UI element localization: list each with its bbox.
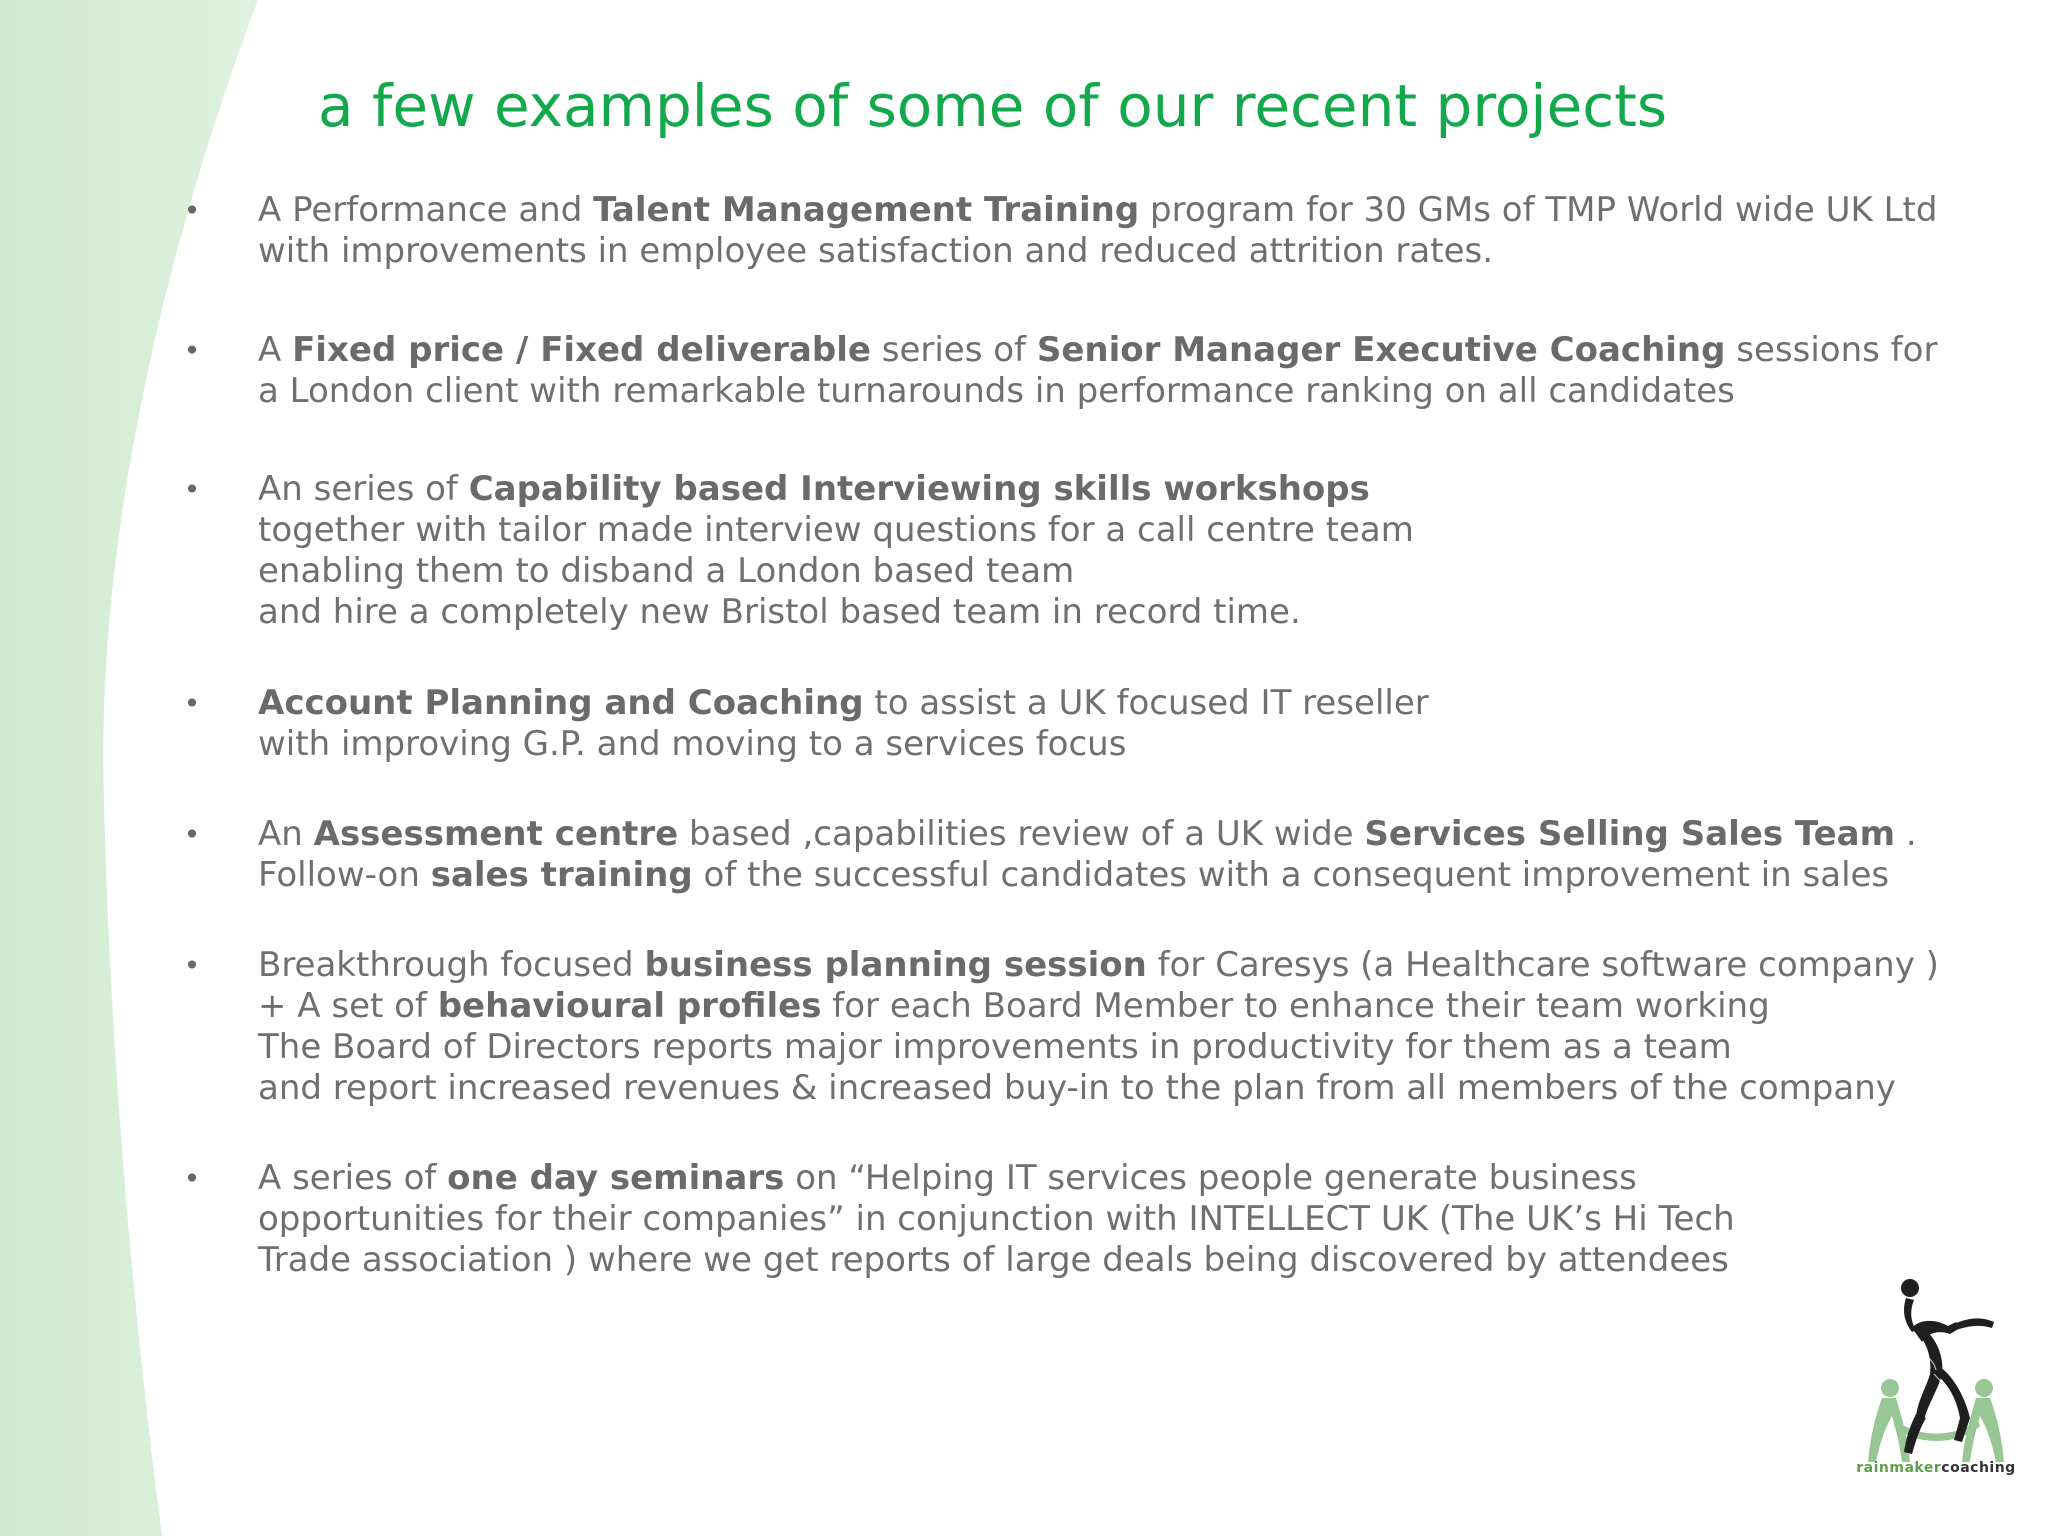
list-item-text: [258, 683, 1429, 765]
text-run: A: [258, 330, 293, 370]
text-run: A Performance and: [258, 190, 594, 230]
logo-brand-name: [1856, 1460, 2016, 1476]
bullet-icon: •: [183, 334, 201, 367]
bold-phrase: sales training: [430, 855, 693, 895]
text-line: [258, 1068, 1939, 1109]
list-item-text: [258, 469, 1414, 633]
text-run: for each Board Member to enhance their team working: [821, 986, 1770, 1026]
text-run: together with tailor made interview questions for a call centre team: [258, 510, 1414, 550]
bold-phrase: Account Planning and Coaching: [258, 683, 864, 723]
bullet-icon: •: [183, 818, 201, 851]
text-run: for Caresys (a Healthcare software company ): [1146, 945, 1939, 985]
slide-title: a few examples of some of our recent projects: [318, 72, 1668, 140]
list-item-text: [258, 945, 1939, 1109]
bold-phrase: Services Selling Sales Team: [1364, 814, 1896, 854]
bold-phrase: business planning session: [644, 945, 1147, 985]
bold-phrase: Assessment centre: [313, 814, 679, 854]
text-line: [258, 986, 1939, 1027]
text-line: [258, 1158, 1735, 1199]
text-run: a London client with remarkable turnarounds in performance ranking on all candidates: [258, 371, 1735, 411]
text-run: and report increased revenues & increased buy-in to the plan from all members of the company: [258, 1068, 1896, 1108]
list-item-text: [258, 1158, 1735, 1281]
text-run: with improvements in employee satisfaction and reduced attrition rates.: [258, 231, 1494, 271]
bullet-icon: •: [183, 1162, 201, 1195]
bold-phrase: one day seminars: [447, 1158, 785, 1198]
text-run: Breakthrough focused: [258, 945, 645, 985]
text-run: and hire a completely new Bristol based team in record time.: [258, 592, 1301, 632]
bold-phrase: behavioural profiles: [437, 986, 822, 1026]
text-run: opportunities for their companies” in conjunction with INTELLECT UK (The UK’s Hi Tech: [258, 1199, 1735, 1239]
bold-phrase: Senior Manager Executive Coaching: [1036, 330, 1726, 370]
text-line: [258, 510, 1414, 551]
text-line: [258, 1199, 1735, 1240]
text-run: Follow-on: [258, 855, 431, 895]
text-run: A series of: [258, 1158, 448, 1198]
text-line: [258, 945, 1939, 986]
bullet-icon: •: [183, 687, 201, 720]
text-line: [258, 371, 1937, 412]
text-line: [258, 1027, 1939, 1068]
text-line: [258, 231, 1937, 272]
text-line: [258, 592, 1414, 633]
bold-phrase: Fixed price / Fixed deliverable: [292, 330, 871, 370]
text-run: .: [1895, 814, 1917, 854]
text-run: + A set of: [258, 986, 438, 1026]
list-item-text: [258, 814, 1917, 896]
text-line: [258, 855, 1917, 896]
bullet-icon: •: [183, 194, 201, 227]
bullet-icon: •: [183, 473, 201, 506]
text-line: [258, 724, 1429, 765]
text-run: The Board of Directors reports major improvements in productivity for them as a team: [258, 1027, 1732, 1067]
bold-phrase: Capability based Interviewing skills workshops: [468, 469, 1370, 509]
text-line: [258, 1240, 1735, 1281]
text-run: of the successful candidates with a consequent improvement in sales: [692, 855, 1890, 895]
text-run: program for 30 GMs of TMP World wide UK Ltd: [1139, 190, 1938, 230]
text-run: with improving G.P. and moving to a services focus: [258, 724, 1127, 764]
text-run: enabling them to disband a London based team: [258, 551, 1075, 591]
text-line: [258, 551, 1414, 592]
text-line: [258, 190, 1937, 231]
text-run: Trade association ) where we get reports of large deals being discovered by attendees: [258, 1240, 1729, 1280]
text-run: sessions for: [1725, 330, 1938, 370]
text-line: [258, 469, 1414, 510]
rainmaker-logo-figure-icon: [1856, 1270, 2016, 1484]
text-line: [258, 330, 1937, 371]
brand-part-rainmaker: rainmaker: [1856, 1460, 1942, 1476]
text-line: [258, 683, 1429, 724]
text-run: based ,capabilities review of a UK wide: [678, 814, 1365, 854]
brand-part-coaching: coaching: [1941, 1460, 2016, 1476]
list-item-text: [258, 330, 1937, 412]
bold-phrase: Talent Management Training: [593, 190, 1140, 230]
text-run: An: [258, 814, 314, 854]
text-line: [258, 814, 1917, 855]
text-run: series of: [870, 330, 1037, 370]
bullet-icon: •: [183, 949, 201, 982]
text-run: An series of: [258, 469, 469, 509]
list-item-text: [258, 190, 1937, 272]
text-run: to assist a UK focused IT reseller: [863, 683, 1429, 723]
text-run: on “Helping IT services people generate business: [784, 1158, 1637, 1198]
